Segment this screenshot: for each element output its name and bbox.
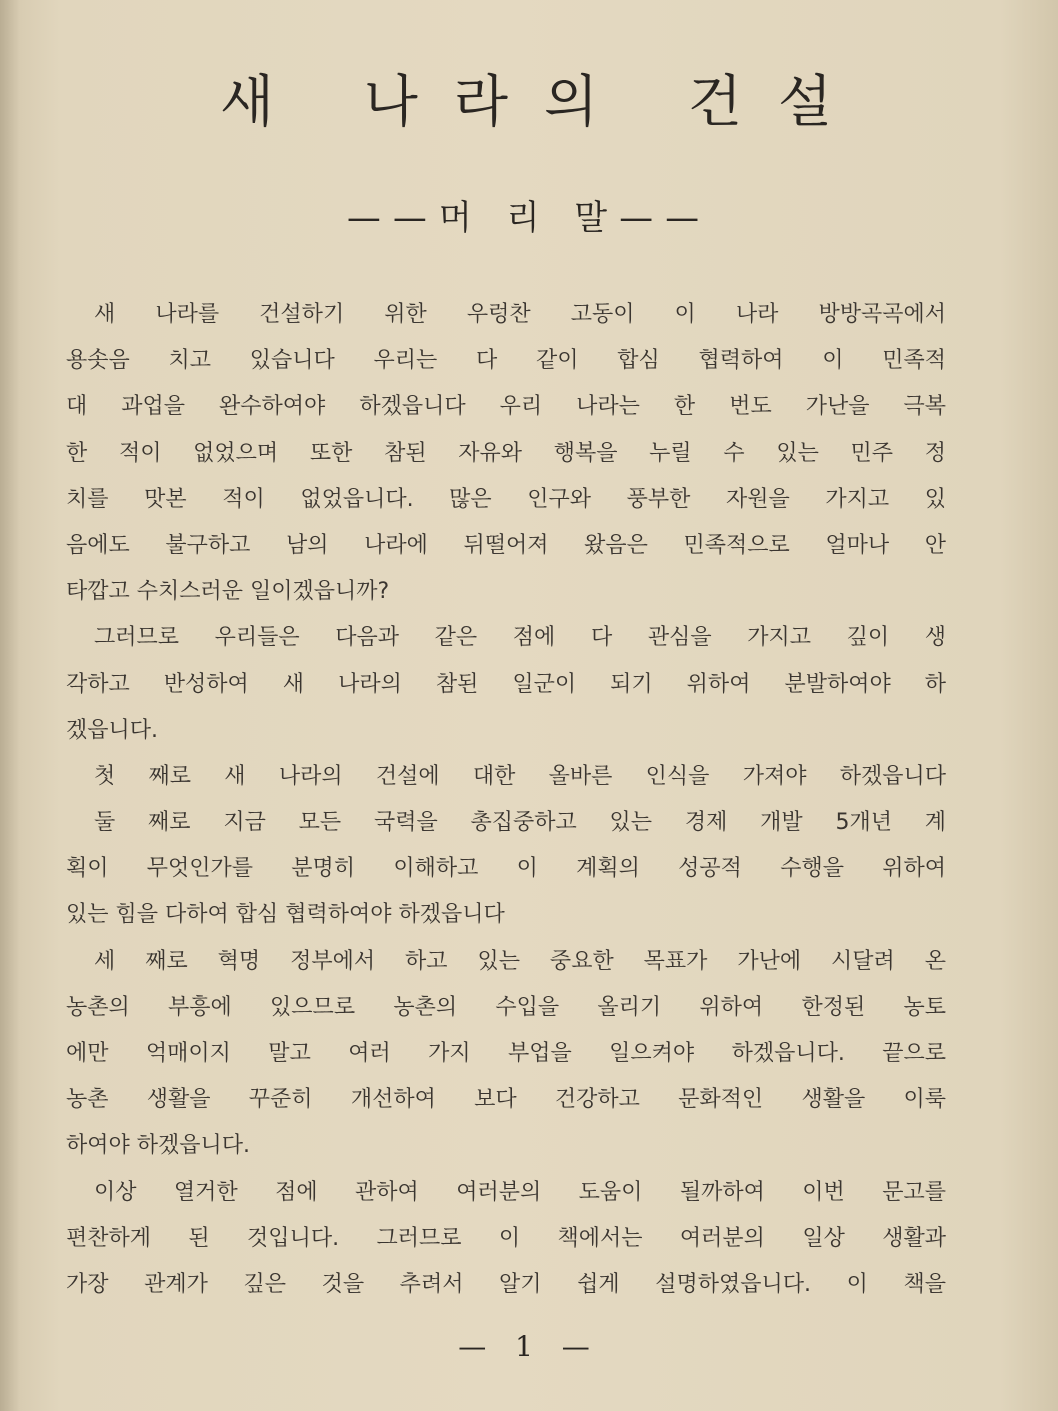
text-line: 둘 째로 지금 모든 국력을 총집중하고 있는 경제 개발 5개년 계 <box>94 810 946 836</box>
text-line: 치를 맛본 적이 없었읍니다. 많은 인구와 풍부한 자원을 가지고 있 <box>66 486 946 512</box>
text-line: 있는 힘을 다하여 합심 협력하여야 하겠읍니다 <box>66 902 505 928</box>
text-line: 각하고 반성하여 새 나라의 참된 일군이 되기 위하여 분발하여야 하 <box>66 671 946 697</box>
text-line: 에만 억매이지 말고 여러 가지 부업을 일으켜야 하겠읍니다. 끝으로 <box>66 1041 946 1066</box>
page-title: 새 나라의 건설 <box>219 70 869 135</box>
preface-heading: ——머 리 말—— <box>346 198 712 238</box>
text-line: 용솟음 치고 있습니다 우리는 다 같이 합심 협력하여 이 민족적 <box>66 348 946 374</box>
text-line: 음에도 불구하고 남의 나라에 뒤떨어져 왔음은 민족적으로 얼마나 안 <box>66 532 946 558</box>
text-line: 한 적이 없었으며 또한 참된 자유와 행복을 누릴 수 있는 민주 정 <box>66 440 946 466</box>
text-line: 편찬하게 된 것입니다. 그러므로 이 책에서는 여러분의 일상 생활과 <box>66 1225 946 1251</box>
text-line: 첫 째로 새 나라의 건설에 대한 올바른 인식을 가져야 하겠읍니다 <box>94 763 946 789</box>
text-line: 하여야 하겠읍니다. <box>66 1133 251 1159</box>
text-line: 세 째로 혁명 정부에서 하고 있는 중요한 목표가 가난에 시달려 온 <box>94 948 946 974</box>
text-line: 타깝고 수치스러운 일이겠읍니까? <box>66 579 390 605</box>
text-line: 농촌의 부흥에 있으므로 농촌의 수입을 올리기 위하여 한정된 농토 <box>66 994 946 1020</box>
text-line: 새 나라를 건설하기 위한 우렁찬 고동이 이 나라 방방곡곡에서 <box>94 302 946 327</box>
text-line: 겠읍니다. <box>66 717 159 743</box>
page-number: — 1 — <box>458 1330 600 1363</box>
preface-body <box>66 292 946 1308</box>
text-line: 농촌 생활을 꾸준히 개선하여 보다 건강하고 문화적인 생활을 이룩 <box>66 1087 946 1113</box>
text-line: 그러므로 우리들은 다음과 같은 점에 다 관심을 가지고 깊이 생 <box>94 625 946 651</box>
text-line: 대 과업을 완수하여야 하겠읍니다 우리 나라는 한 번도 가난을 극복 <box>66 394 946 420</box>
text-line: 이상 열거한 점에 관하여 여러분의 도움이 될까하여 이번 문고를 <box>94 1179 946 1205</box>
text-line: 가장 관계가 깊은 것을 추려서 알기 쉽게 설명하였읍니다. 이 책을 <box>66 1271 946 1297</box>
text-line: 획이 무엇인가를 분명히 이해하고 이 계획의 성공적 수행을 위하여 <box>66 856 946 882</box>
